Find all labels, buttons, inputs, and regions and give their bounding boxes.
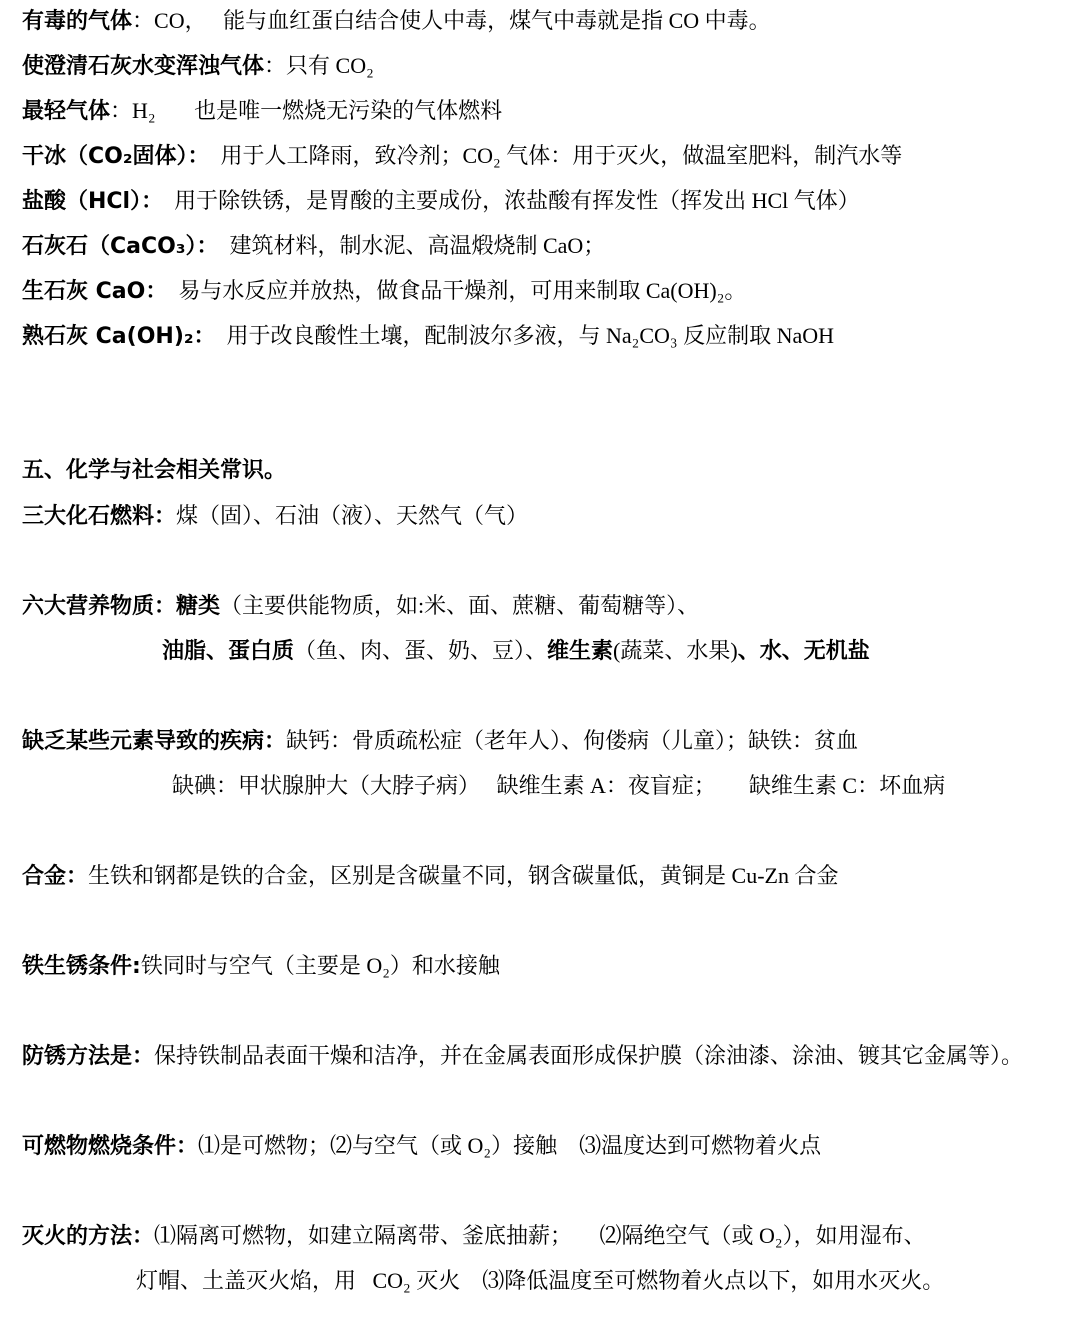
nutrient-vitamins: 维生素 — [547, 639, 614, 664]
fossil-fuels-label: 三大化石燃料： — [22, 504, 177, 529]
deficiency-text-1: 缺钙：骨质疏松症（老年人）、佝偻病（儿童）；缺铁：贫血 — [286, 728, 859, 753]
rusting-text: 铁同时与空气（主要是 O₂）和水接触 — [140, 953, 500, 978]
limestone-label: 石灰石（CaCO₃）： — [22, 234, 219, 259]
limewater-gas-text: ：只有 CO₂ — [264, 53, 374, 78]
slaked-lime-line — [22, 313, 1072, 358]
alloy-label: 合金： — [22, 864, 89, 889]
alloy-line — [22, 853, 1072, 898]
dry-ice-label: 干冰（CO₂固体）： — [22, 144, 210, 169]
nutrient-protein-note: （鱼、肉、蛋、奶、豆）、 — [294, 638, 548, 663]
toxic-gas-text: ：CO， 能与血红蛋白结合使人中毒，煤气中毒就是指 CO 中毒。 — [132, 8, 771, 33]
limewater-gas-line — [22, 43, 1072, 88]
hydrochloric-acid-line — [22, 178, 1072, 223]
nutrients-line-2 — [22, 628, 1072, 673]
slaked-lime-label: 熟石灰 Ca(OH)₂： — [22, 324, 216, 349]
slaked-lime-text: 用于改良酸性土壤，配制波尔多液，与 Na₂CO₃ 反应制取 NaOH — [215, 323, 834, 348]
deficiency-label: 缺乏某些元素导致的疾病： — [22, 729, 287, 754]
combustion-line — [22, 1123, 1072, 1168]
extinguishing-text-2: 灯帽、土盖灭火焰，用 CO₂ 灭火 ⑶降低温度至可燃物着火点以下，如用水灭火。 — [136, 1268, 945, 1293]
quicklime-label: 生石灰 CaO： — [22, 279, 168, 304]
extinguishing-line-1 — [22, 1213, 1072, 1258]
nutrients-line-1 — [22, 583, 1072, 628]
toxic-gas-label: 有毒的气体 — [22, 9, 133, 34]
rust-prevention-line — [22, 1033, 1072, 1078]
section-heading: 五、化学与社会相关常识。 — [22, 458, 287, 483]
fossil-fuels-text: 煤（固）、石油（液）、天然气（气） — [176, 503, 529, 528]
rust-prevention-text: 保持铁制品表面干燥和洁净，并在金属表面形成保护膜（涂油漆、涂油、镀其它金属等）。 — [154, 1043, 1024, 1068]
notes-page — [22, 0, 1072, 1303]
limestone-text: 建筑材料，制水泥、高温煅烧制 CaO； — [218, 233, 606, 258]
toxic-gas-line — [22, 0, 1072, 43]
quicklime-text: 易与水反应并放热，做食品干燥剂，可用来制取 Ca(OH)₂。 — [167, 278, 747, 303]
rusting-label: 铁生锈条件: — [22, 954, 141, 979]
lightest-gas-label: 最轻气体 — [22, 99, 111, 124]
rust-prevention-label: 防锈方法是： — [22, 1044, 155, 1069]
nutrient-vitamins-note: (蔬菜、水果) — [613, 638, 738, 663]
hydrochloric-acid-label: 盐酸（HCl）： — [22, 189, 164, 214]
combustion-text: ⑴是可燃物；⑵与空气（或 O₂）接触 ⑶温度达到可燃物着火点 — [198, 1133, 822, 1158]
nutrient-carbohydrates: 糖类 — [176, 594, 221, 619]
deficiency-line-1 — [22, 718, 1072, 763]
dry-ice-text: 用于人工降雨，致冷剂；CO₂ 气体：用于灭火，做温室肥料，制汽水等 — [209, 143, 903, 168]
nutrient-carbohydrates-note: （主要供能物质，如:米、面、蔗糖、葡萄糖等）、 — [220, 593, 700, 618]
extinguishing-text-1: ⑴隔离可燃物，如建立隔离带、釜底抽薪； ⑵隔绝空气（或 O₂），如用湿布、 — [154, 1223, 926, 1248]
dry-ice-line — [22, 133, 1072, 178]
nutrient-fat-protein: 油脂、蛋白质 — [162, 639, 295, 664]
nutrients-label: 六大营养物质： — [22, 594, 177, 619]
deficiency-line-2 — [22, 763, 1072, 808]
nutrient-water-salts: 、水、无机盐 — [737, 639, 870, 664]
lightest-gas-line — [22, 88, 1072, 133]
alloy-text: 生铁和钢都是铁的合金，区别是含碳量不同，钢含碳量低，黄铜是 Cu-Zn 合金 — [88, 863, 839, 888]
extinguishing-line-2 — [22, 1258, 1072, 1303]
rusting-line — [22, 943, 1072, 988]
extinguishing-label: 灭火的方法： — [22, 1224, 155, 1249]
section-heading-line — [22, 448, 1072, 493]
deficiency-text-2: 缺碘：甲状腺肿大（大脖子病） 缺维生素 A：夜盲症； 缺维生素 C：坏血病 — [172, 773, 946, 798]
lightest-gas-text: ：H₂ 也是唯一燃烧无污染的气体燃料 — [110, 98, 503, 123]
limestone-line — [22, 223, 1072, 268]
limewater-gas-label: 使澄清石灰水变浑浊气体 — [22, 54, 265, 79]
combustion-label: 可燃物燃烧条件： — [22, 1134, 199, 1159]
hydrochloric-acid-text: 用于除铁锈，是胃酸的主要成份，浓盐酸有挥发性（挥发出 HCl 气体） — [163, 188, 860, 213]
quicklime-line — [22, 268, 1072, 313]
fossil-fuels-line — [22, 493, 1072, 538]
